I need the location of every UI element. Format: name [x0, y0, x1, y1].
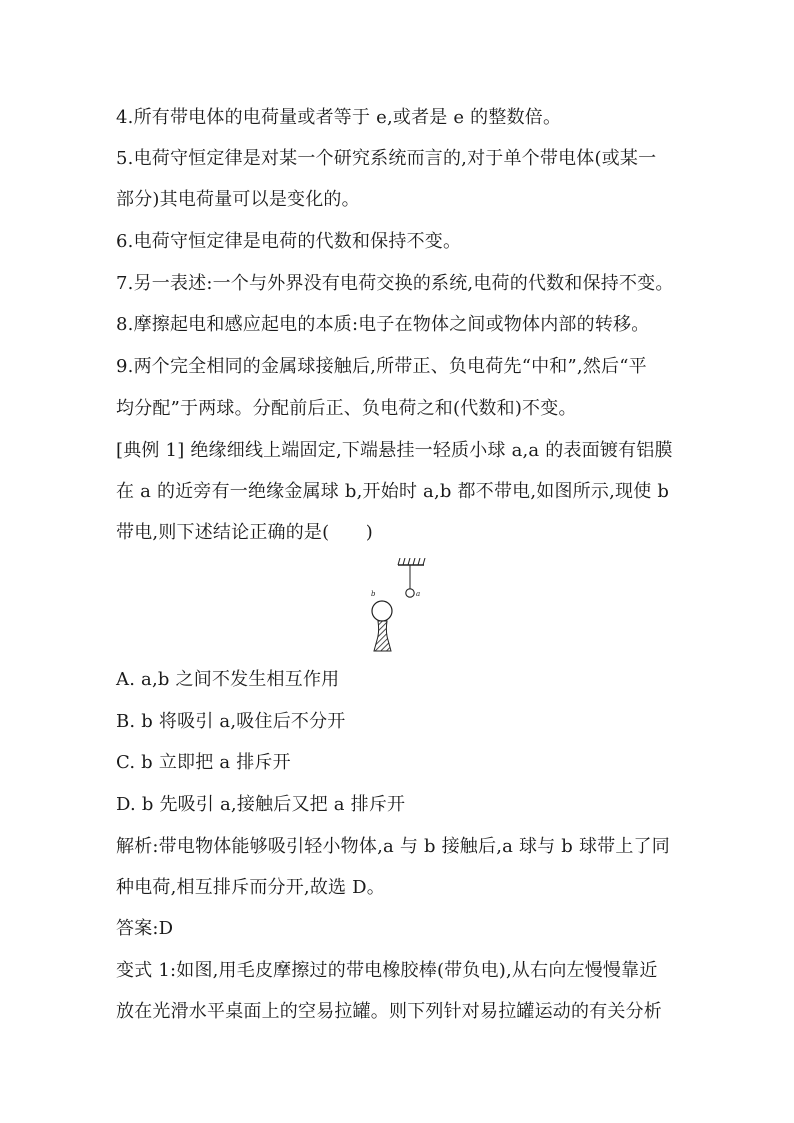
insulating-stand: [374, 621, 391, 651]
variant-1-line-2: 放在光滑水平桌面上的空易拉罐。则下列针对易拉罐运动的有关分析: [116, 1001, 662, 1022]
metal-ball-b: [372, 601, 392, 621]
point-9-line-2: 均分配”于两球。分配前后正、负电荷之和(代数和)不变。: [116, 398, 577, 419]
option-b: B. b 将吸引 a,吸住后不分开: [116, 711, 346, 732]
point-9-line-1: 9.两个完全相同的金属球接触后,所带正、负电荷先“中和”,然后“平: [116, 356, 647, 377]
option-c: C. b 立即把 a 排斥开: [116, 752, 291, 773]
variant-1-line-1: 变式 1:如图,用毛皮摩擦过的带电橡胶棒(带负电),从右向左慢慢靠近: [116, 960, 658, 981]
point-5-line-2: 部分)其电荷量可以是变化的。: [116, 189, 360, 210]
answer: 答案:D: [116, 918, 174, 939]
point-4: 4.所有带电体的电荷量或者等于 e,或者是 e 的整数倍。: [116, 107, 562, 128]
label-b: b: [371, 590, 376, 598]
point-8: 8.摩擦起电和感应起电的本质:电子在物体之间或物体内部的转移。: [116, 314, 650, 335]
example-1-line-2: 在 a 的近旁有一绝缘金属球 b,开始时 a,b 都不带电,如图所示,现使 b: [116, 481, 670, 502]
point-7: 7.另一表述:一个与外界没有电荷交换的系统,电荷的代数和保持不变。: [116, 273, 674, 294]
option-d: D. b 先吸引 a,接触后又把 a 排斥开: [116, 794, 406, 815]
example-1-line-1: [典例 1] 绝缘细线上端固定,下端悬挂一轻质小球 a,a 的表面镀有铝膜: [116, 440, 673, 461]
option-a: A. a,b 之间不发生相互作用: [116, 669, 340, 690]
analysis-line-2: 种电荷,相互排斥而分开,故选 D。: [116, 877, 385, 898]
point-5-line-1: 5.电荷守恒定律是对某一个研究系统而言的,对于单个带电体(或某一: [116, 148, 657, 169]
point-6: 6.电荷守恒定律是电荷的代数和保持不变。: [116, 231, 462, 252]
small-ball-a: [406, 589, 414, 597]
pendulum-figure: [360, 558, 430, 653]
label-a: a: [416, 590, 421, 598]
analysis-line-1: 解析:带电物体能够吸引轻小物体,a 与 b 接触后,a 球与 b 球带上了同: [116, 836, 670, 857]
example-1-line-3: 带电,则下述结论正确的是( ): [116, 522, 373, 543]
ceiling-support: [398, 558, 425, 565]
